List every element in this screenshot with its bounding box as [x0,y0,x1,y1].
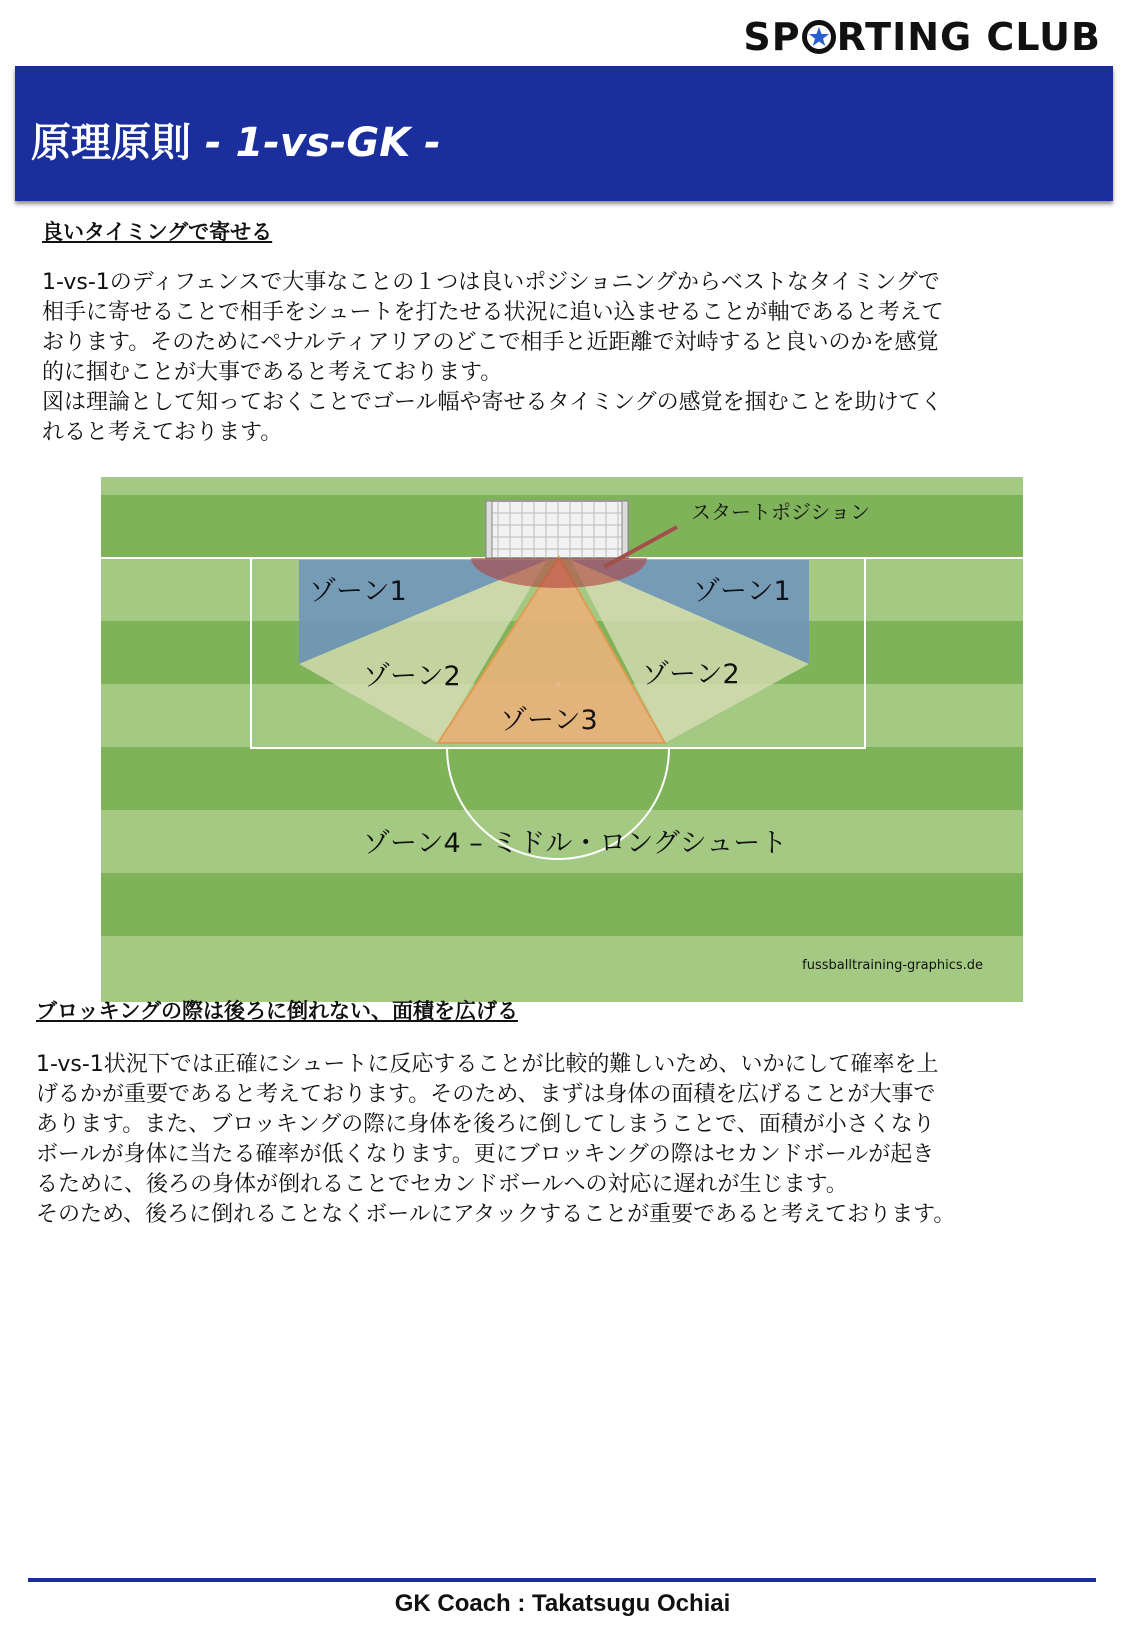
section2-line: げるかが重要であると考えております。そのため、まずは身体の面積を広げることが大事で [36,1082,936,1107]
section1-line: 図は理論として知っておくことでゴール幅や寄せるタイミングの感覚を掴むことを助けてく [42,390,943,415]
section2-line: るために、後ろの身体が倒れることでセカンドボールへの対応に遅れが生じます。 [36,1172,848,1197]
section1-line: 的に掴むことが大事であると考えております。 [42,360,503,385]
section2-line: ボールが身体に当たる確率が低くなります。更にブロッキングの際はセカンドボールが起き [36,1142,935,1167]
zone1-right-label: ゾーン1 [693,576,791,607]
stripe [101,873,1023,936]
section1-line: 相手に寄せることで相手をシュートを打たせる状況に追い込ませることが軸であると考えて [42,300,944,325]
title-jp: 原理原則 [31,120,191,166]
star-ball-icon [802,20,836,54]
section1-paragraph [42,268,1092,448]
footer-divider [28,1578,1096,1582]
section2-heading: ブロッキングの際は後ろに倒れない、面積を広げる [36,999,518,1023]
sporting-club-logo [743,12,1101,62]
stripe [101,477,1023,495]
diagram-credit: fussballtraining-graphics.de [802,958,983,973]
section1-line: れると考えております。 [42,420,283,445]
section1-line: おります。そのためにペナルティアリアのどこで相手と近距離で対峙すると良いのかを感覚 [42,330,939,355]
section2-line: あります。また、ブロッキングの際に身体を後ろに倒してしまうことで、面積が小さくなり [36,1112,935,1137]
pitch-diagram [101,477,1023,1002]
section2-paragraph [36,1050,1106,1230]
start-position-label: スタートポジション [691,500,871,524]
zone3-label: ゾーン3 [500,705,598,736]
logo-text-left: SP [743,15,801,59]
section2-line: 1-vs-1状況下では正確にシュートに反応することが比較的難しいため、いかにして確率を上 [36,1052,939,1077]
page-title [31,111,441,168]
title-banner [15,66,1113,201]
logo-text-right: RTING CLUB [836,15,1101,59]
goal-net [486,501,628,558]
footer-author: GK Coach : Takatsugu Ochiai [394,1590,731,1617]
section1-heading: 良いタイミングで寄せる [42,220,273,244]
zone2-right-label: ゾーン2 [642,659,740,690]
section1-line: 1-vs-1のディフェンスで大事なことの１つは良いポジショニングからベストなタイミングで [42,270,940,295]
zone1-left-label: ゾーン1 [309,576,407,607]
zone2-left-label: ゾーン2 [363,661,461,692]
title-en: - 1-vs-GK - [191,120,441,166]
stripe [101,747,1023,810]
section2-line: そのため、後ろに倒れることなくボールにアタックすることが重要であると考えております。 [36,1202,956,1227]
zone4-label: ゾーン4 – ミドル・ロングシュート [363,828,788,859]
